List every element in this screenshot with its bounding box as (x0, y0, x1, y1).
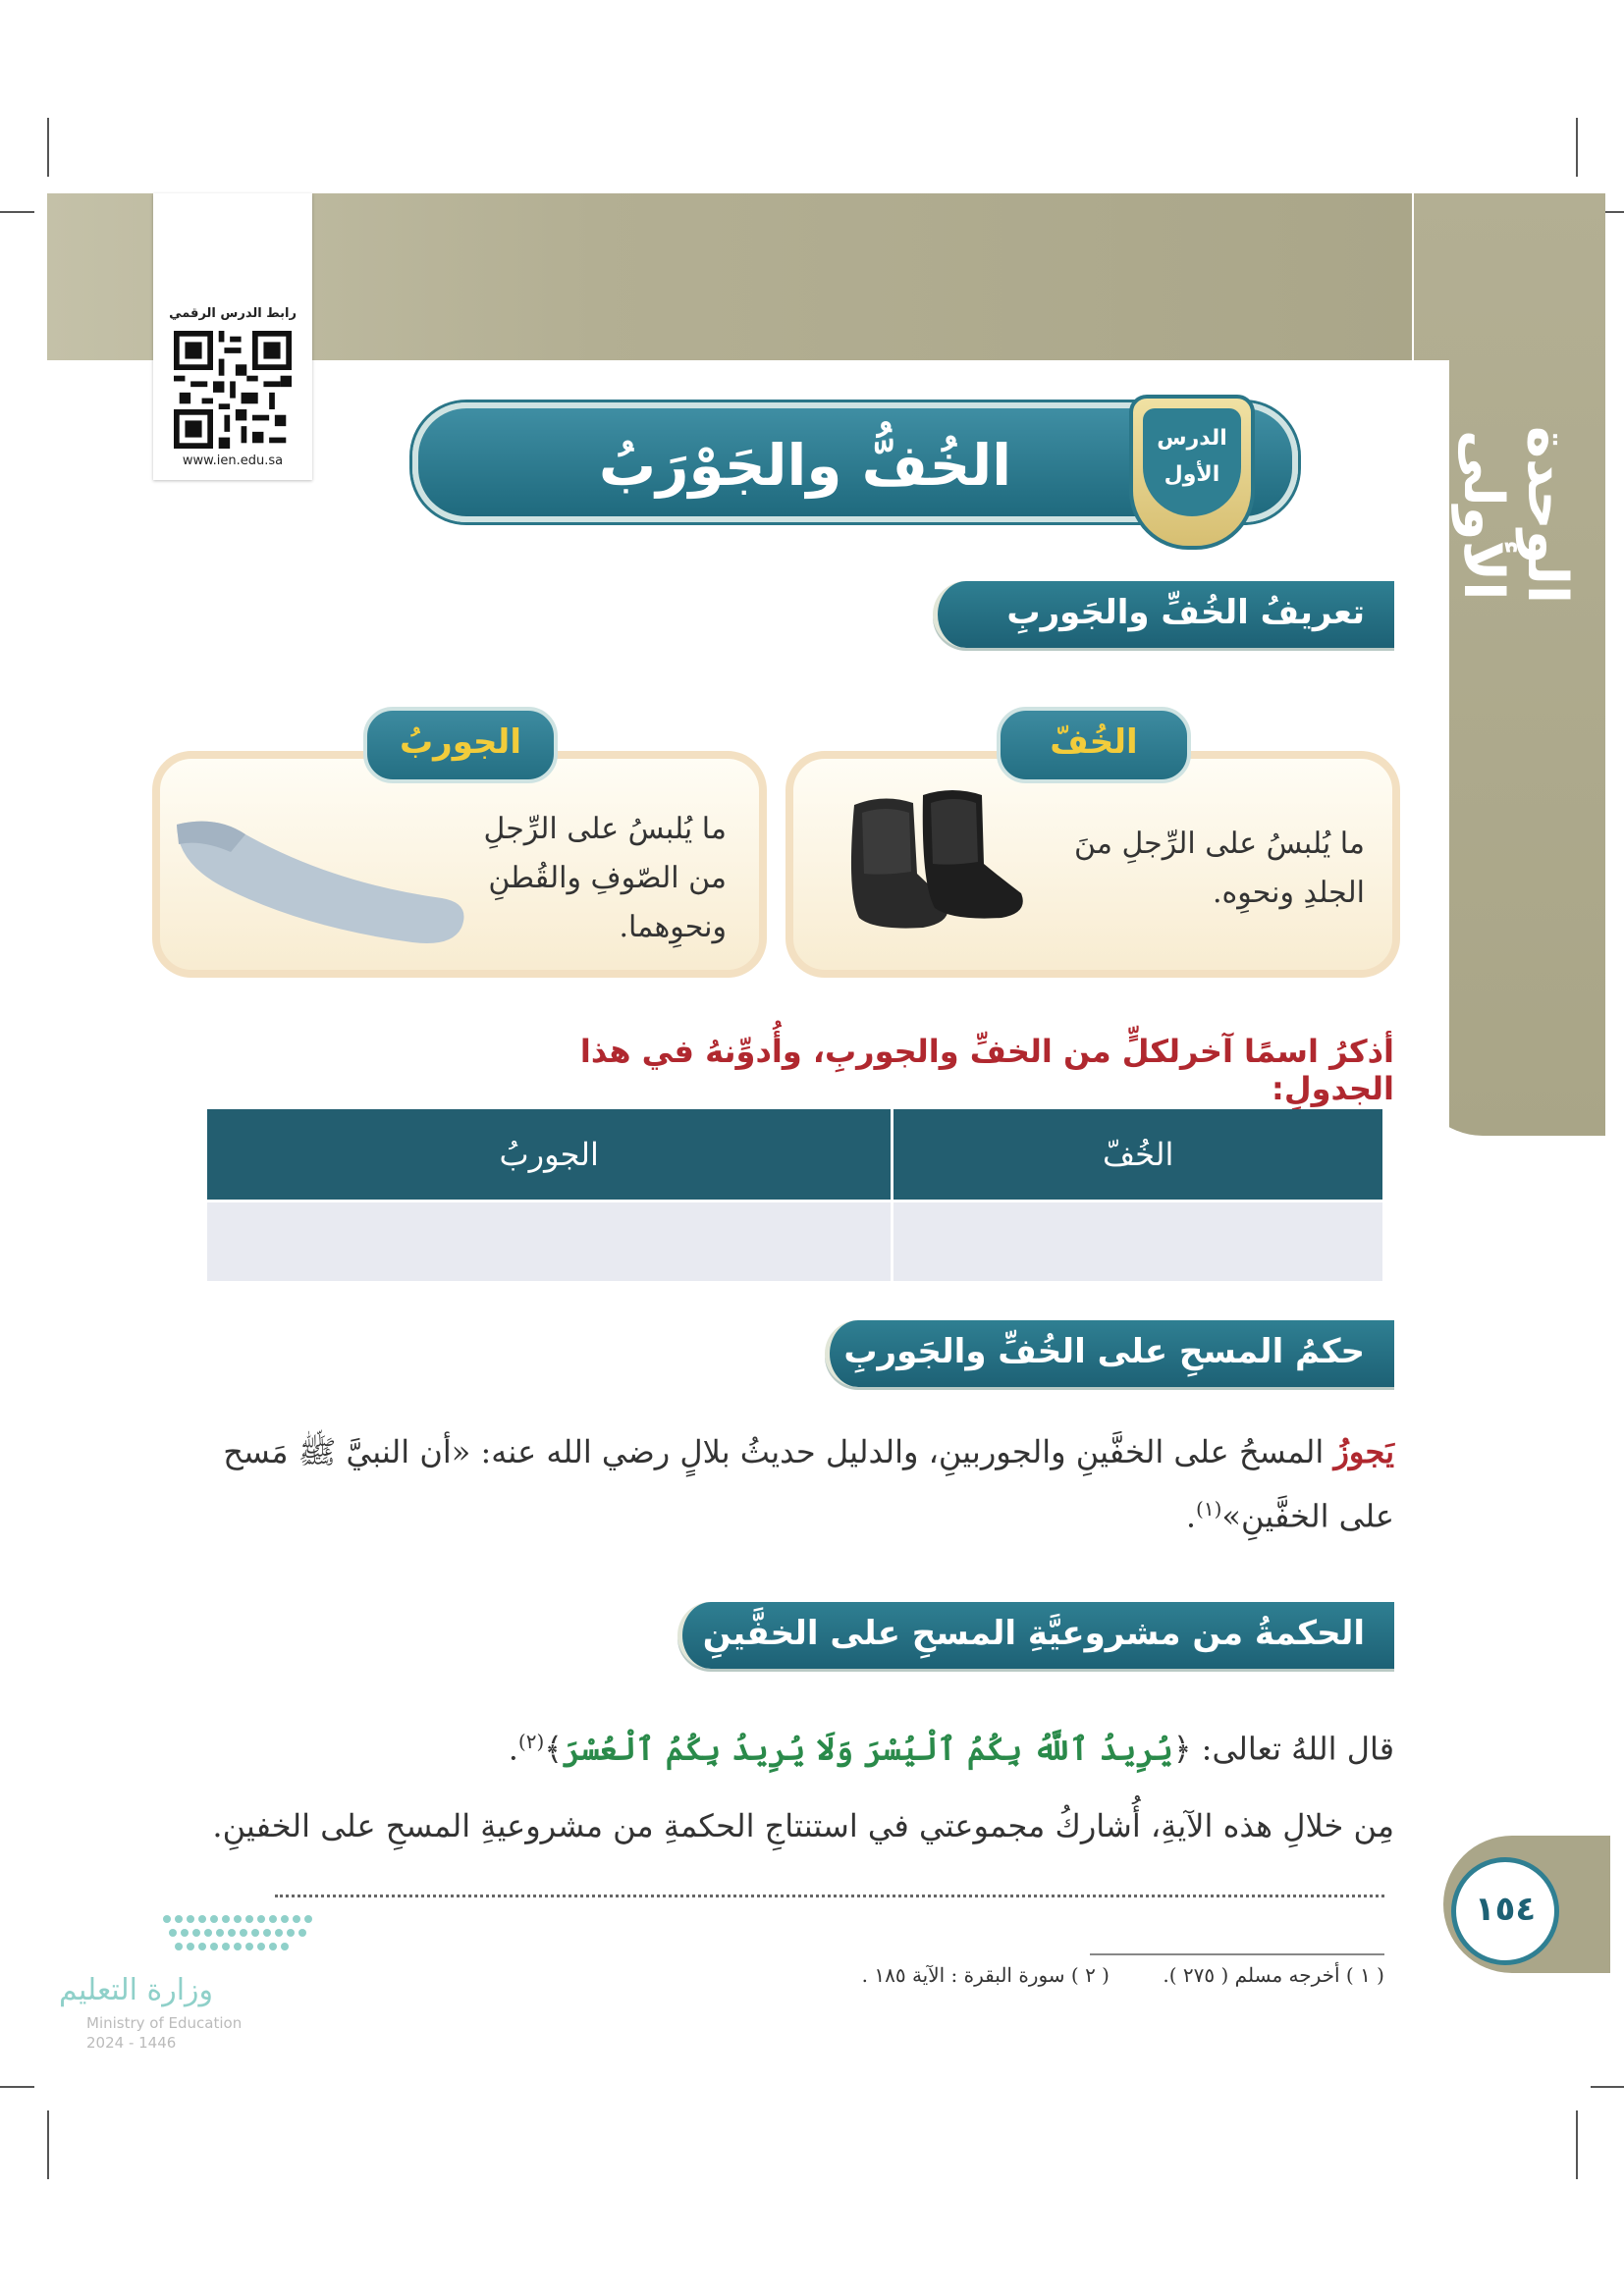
verse-close: ﴾ (544, 1730, 564, 1768)
ministry-year: 2024 - 1446 (86, 2034, 177, 2052)
crop-mark (1576, 118, 1578, 177)
quran-verse: يُرِيدُ ٱللَّهُ بِكُمُ ٱلْيُسْرَ وَلَا يُرِيدُ بِكُمُ ٱلْعُسْرَ (563, 1730, 1173, 1768)
ruling-paragraph (206, 1423, 1394, 1545)
lesson-number: الأول (1164, 462, 1220, 487)
ruling-text: المسحُ على الخفَّينِ والجوربينِ، والدليل حديثُ بلالٍ رضي الله عنه: «أن النبيَّ ﷺ مَسح (223, 1433, 1334, 1470)
lesson-badge-inner (1143, 408, 1241, 516)
table-header-khuff: الخُفّ (893, 1109, 1382, 1201)
section-title: تعريفُ الخُفِّ والجَوربِ (1006, 593, 1365, 632)
names-table (204, 1109, 1382, 1281)
footnote-1: ( ١ ) أخرجه مسلم ( ٢٧٥ ). (1163, 1963, 1384, 1987)
ruling-line (206, 1423, 1394, 1480)
qr-title: رابط الدرس الرقمي (169, 306, 297, 321)
khuff-tag (997, 707, 1191, 783)
crop-mark (1591, 2086, 1624, 2088)
jawrab-definition-line: ما يُلبسُ على الرِّجلِ (483, 812, 727, 846)
section-banner-ruling (825, 1320, 1394, 1387)
qr-code-icon[interactable] (174, 331, 292, 449)
footnote-ref: (٢) (517, 1730, 545, 1753)
page-number: ١٥٤ (1451, 1857, 1559, 1965)
footnote-2: ( ٢ ) سورة البقرة : الآية ١٨٥ . (861, 1963, 1110, 1987)
section-banner-definition (933, 581, 1394, 648)
verse-intro: قال اللهُ تعالى: ﴿ (1172, 1730, 1394, 1768)
jawrab-tag-label: الجوربُ (400, 722, 521, 762)
qr-url[interactable]: www.ien.edu.sa (182, 454, 284, 468)
crop-mark (0, 211, 34, 213)
answer-dotted-line[interactable] (275, 1895, 1384, 1897)
ministry-name-en: Ministry of Education (86, 2014, 243, 2032)
crop-mark (47, 2110, 49, 2179)
khuff-definition (1056, 820, 1365, 918)
lesson-badge (1129, 395, 1255, 550)
table-header-jawrab: الجوربُ (206, 1109, 893, 1201)
ruling-text: على الخفَّينِ» (1221, 1497, 1394, 1535)
ministry-name-ar: وزارة التعليم (59, 1973, 214, 2007)
wisdom-paragraph (206, 1713, 1394, 1854)
khuff-tag-label: الخُفّ (1050, 722, 1138, 762)
crop-mark (0, 2086, 34, 2088)
task-line: مِن خلالِ هذه الآيةِ، أُشاركُ مجموعتي في استنتاجِ الحكمةِ من مشروعيةِ المسحِ على الخفينِ. (212, 1806, 1394, 1844)
section-title: حكمُ المسحِ على الخُفِّ والجَوربِ (843, 1332, 1365, 1371)
verse-end: . (508, 1730, 518, 1768)
activity-instruction: أذكرُ اسمًا آخرلكلٍّ من الخفِّ والجوربِ، وأُدوِّنهُ في هذا الجدولِ: (579, 1033, 1394, 1107)
jawrab-definition (412, 805, 727, 952)
section-banner-wisdom (677, 1602, 1394, 1669)
khuff-definition-line: الجلدِ ونحوِه. (1212, 876, 1365, 910)
jawrab-definition-line: ونحوِهما. (619, 910, 727, 944)
leather-boots-image (815, 785, 1041, 942)
jawrab-tag (363, 707, 558, 783)
unit-label: الوحدة الأولى (1451, 426, 1579, 605)
section-title: الحكمةُ من مشروعيَّةِ المسحِ على الخفَّينِ (702, 1614, 1365, 1653)
footnote-ref: (١) (1196, 1497, 1222, 1521)
ministry-logo-icon (157, 1909, 324, 1958)
footnote-divider (1090, 1953, 1384, 1955)
ruling-end: . (1185, 1497, 1197, 1535)
ruling-keyword: يَجوزُ (1333, 1433, 1394, 1470)
table-cell-input[interactable] (893, 1201, 1382, 1282)
khuff-definition-line: ما يُلبسُ على الرِّجلِ منَ (1074, 827, 1365, 861)
lesson-label: الدرس (1157, 426, 1227, 451)
table-cell-input[interactable] (206, 1201, 893, 1282)
lesson-title: الخُفُّ والجَوْرَبُ (598, 432, 1012, 499)
qr-card[interactable] (153, 193, 312, 480)
crop-mark (47, 118, 49, 177)
crop-mark (1576, 2110, 1578, 2179)
jawrab-definition-line: من الصّوفِ والقُطنِ (488, 861, 727, 895)
verse-line (206, 1713, 1394, 1778)
ruling-line (206, 1480, 1394, 1545)
